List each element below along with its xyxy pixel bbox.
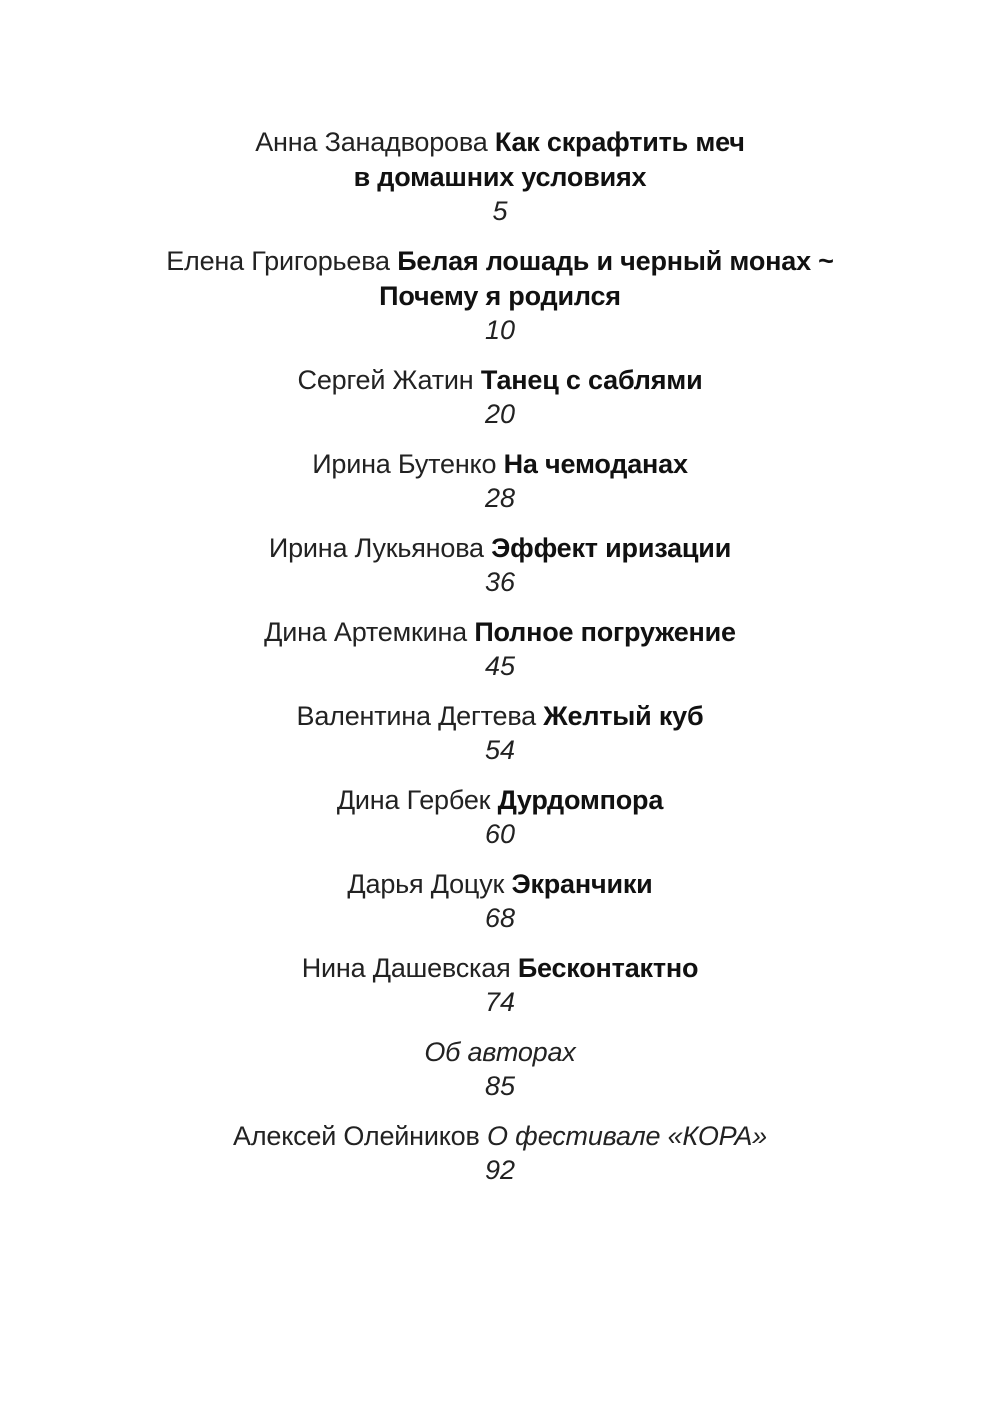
story-title: На чемоданах [503, 449, 688, 479]
toc-entry-heading-cont [120, 160, 880, 195]
toc-entry-heading [120, 867, 880, 902]
page-number: 5 [492, 196, 508, 226]
toc-entry-heading [120, 531, 880, 566]
author-name: Ирина Бутенко [312, 449, 497, 479]
story-title: Танец с саблями [480, 365, 703, 395]
story-title: Желтый куб [543, 701, 704, 731]
story-title: Полное погружение [474, 617, 736, 647]
toc-entry[interactable] [120, 867, 880, 935]
page-number: 68 [484, 903, 516, 933]
toc-entry-heading [120, 783, 880, 818]
author-name: Ирина Лукьянова [268, 533, 484, 563]
story-title: Эффект иризации [491, 533, 732, 563]
toc-entry[interactable] [120, 125, 880, 228]
toc-entry-heading [120, 699, 880, 734]
section-title: О фестивале «КОРА» [486, 1121, 767, 1151]
toc-entry-heading [120, 615, 880, 650]
story-title: Дурдомпора [497, 785, 664, 815]
page-number: 10 [484, 315, 516, 345]
author-name: Сергей Жатин [297, 365, 474, 395]
toc-entry-heading [120, 1119, 880, 1154]
author-name: Анна Занадворова [255, 127, 488, 157]
toc-entry-festival[interactable] [120, 1119, 880, 1187]
story-title-cont: Почему я родился [379, 281, 621, 311]
page-number: 92 [484, 1155, 516, 1185]
toc-entry[interactable] [120, 244, 880, 347]
author-name: Дина Артемкина [264, 617, 467, 647]
author-name: Нина Дашевская [301, 953, 511, 983]
toc-entry[interactable] [120, 531, 880, 599]
page-number: 36 [484, 567, 516, 597]
author-name: Алексей Олейников [233, 1121, 480, 1151]
page-number: 45 [484, 651, 516, 681]
toc-entry[interactable] [120, 363, 880, 431]
toc-entry-heading [120, 244, 880, 279]
table-of-contents [0, 125, 1000, 1203]
story-title: Как скрафтить меч [494, 127, 745, 157]
page-number: 28 [484, 483, 516, 513]
author-name: Валентина Дегтева [296, 701, 536, 731]
toc-entry[interactable] [120, 447, 880, 515]
author-name: Дина Гербек [336, 785, 491, 815]
toc-entry-heading-cont [120, 279, 880, 314]
toc-entry[interactable] [120, 783, 880, 851]
story-title: Белая лошадь и черный монах ~ [397, 246, 834, 276]
section-title: Об авторах [424, 1037, 576, 1067]
toc-entry-heading [120, 363, 880, 398]
toc-entry-heading [120, 951, 880, 986]
page-number: 60 [484, 819, 516, 849]
story-title-cont: в домашних условиях [353, 162, 647, 192]
page-number: 85 [484, 1071, 516, 1101]
page-number: 74 [484, 987, 516, 1017]
page-number: 20 [484, 399, 516, 429]
page-number: 54 [484, 735, 516, 765]
toc-entry[interactable] [120, 699, 880, 767]
toc-entry-heading [120, 125, 880, 160]
toc-entry-about-authors[interactable] [120, 1035, 880, 1103]
toc-entry[interactable] [120, 951, 880, 1019]
toc-entry[interactable] [120, 615, 880, 683]
toc-entry-heading [120, 1035, 880, 1070]
toc-entry-heading [120, 447, 880, 482]
story-title: Экранчики [511, 869, 653, 899]
story-title: Бесконтактно [517, 953, 699, 983]
author-name: Елена Григорьева [166, 246, 390, 276]
author-name: Дарья Доцук [347, 869, 505, 899]
